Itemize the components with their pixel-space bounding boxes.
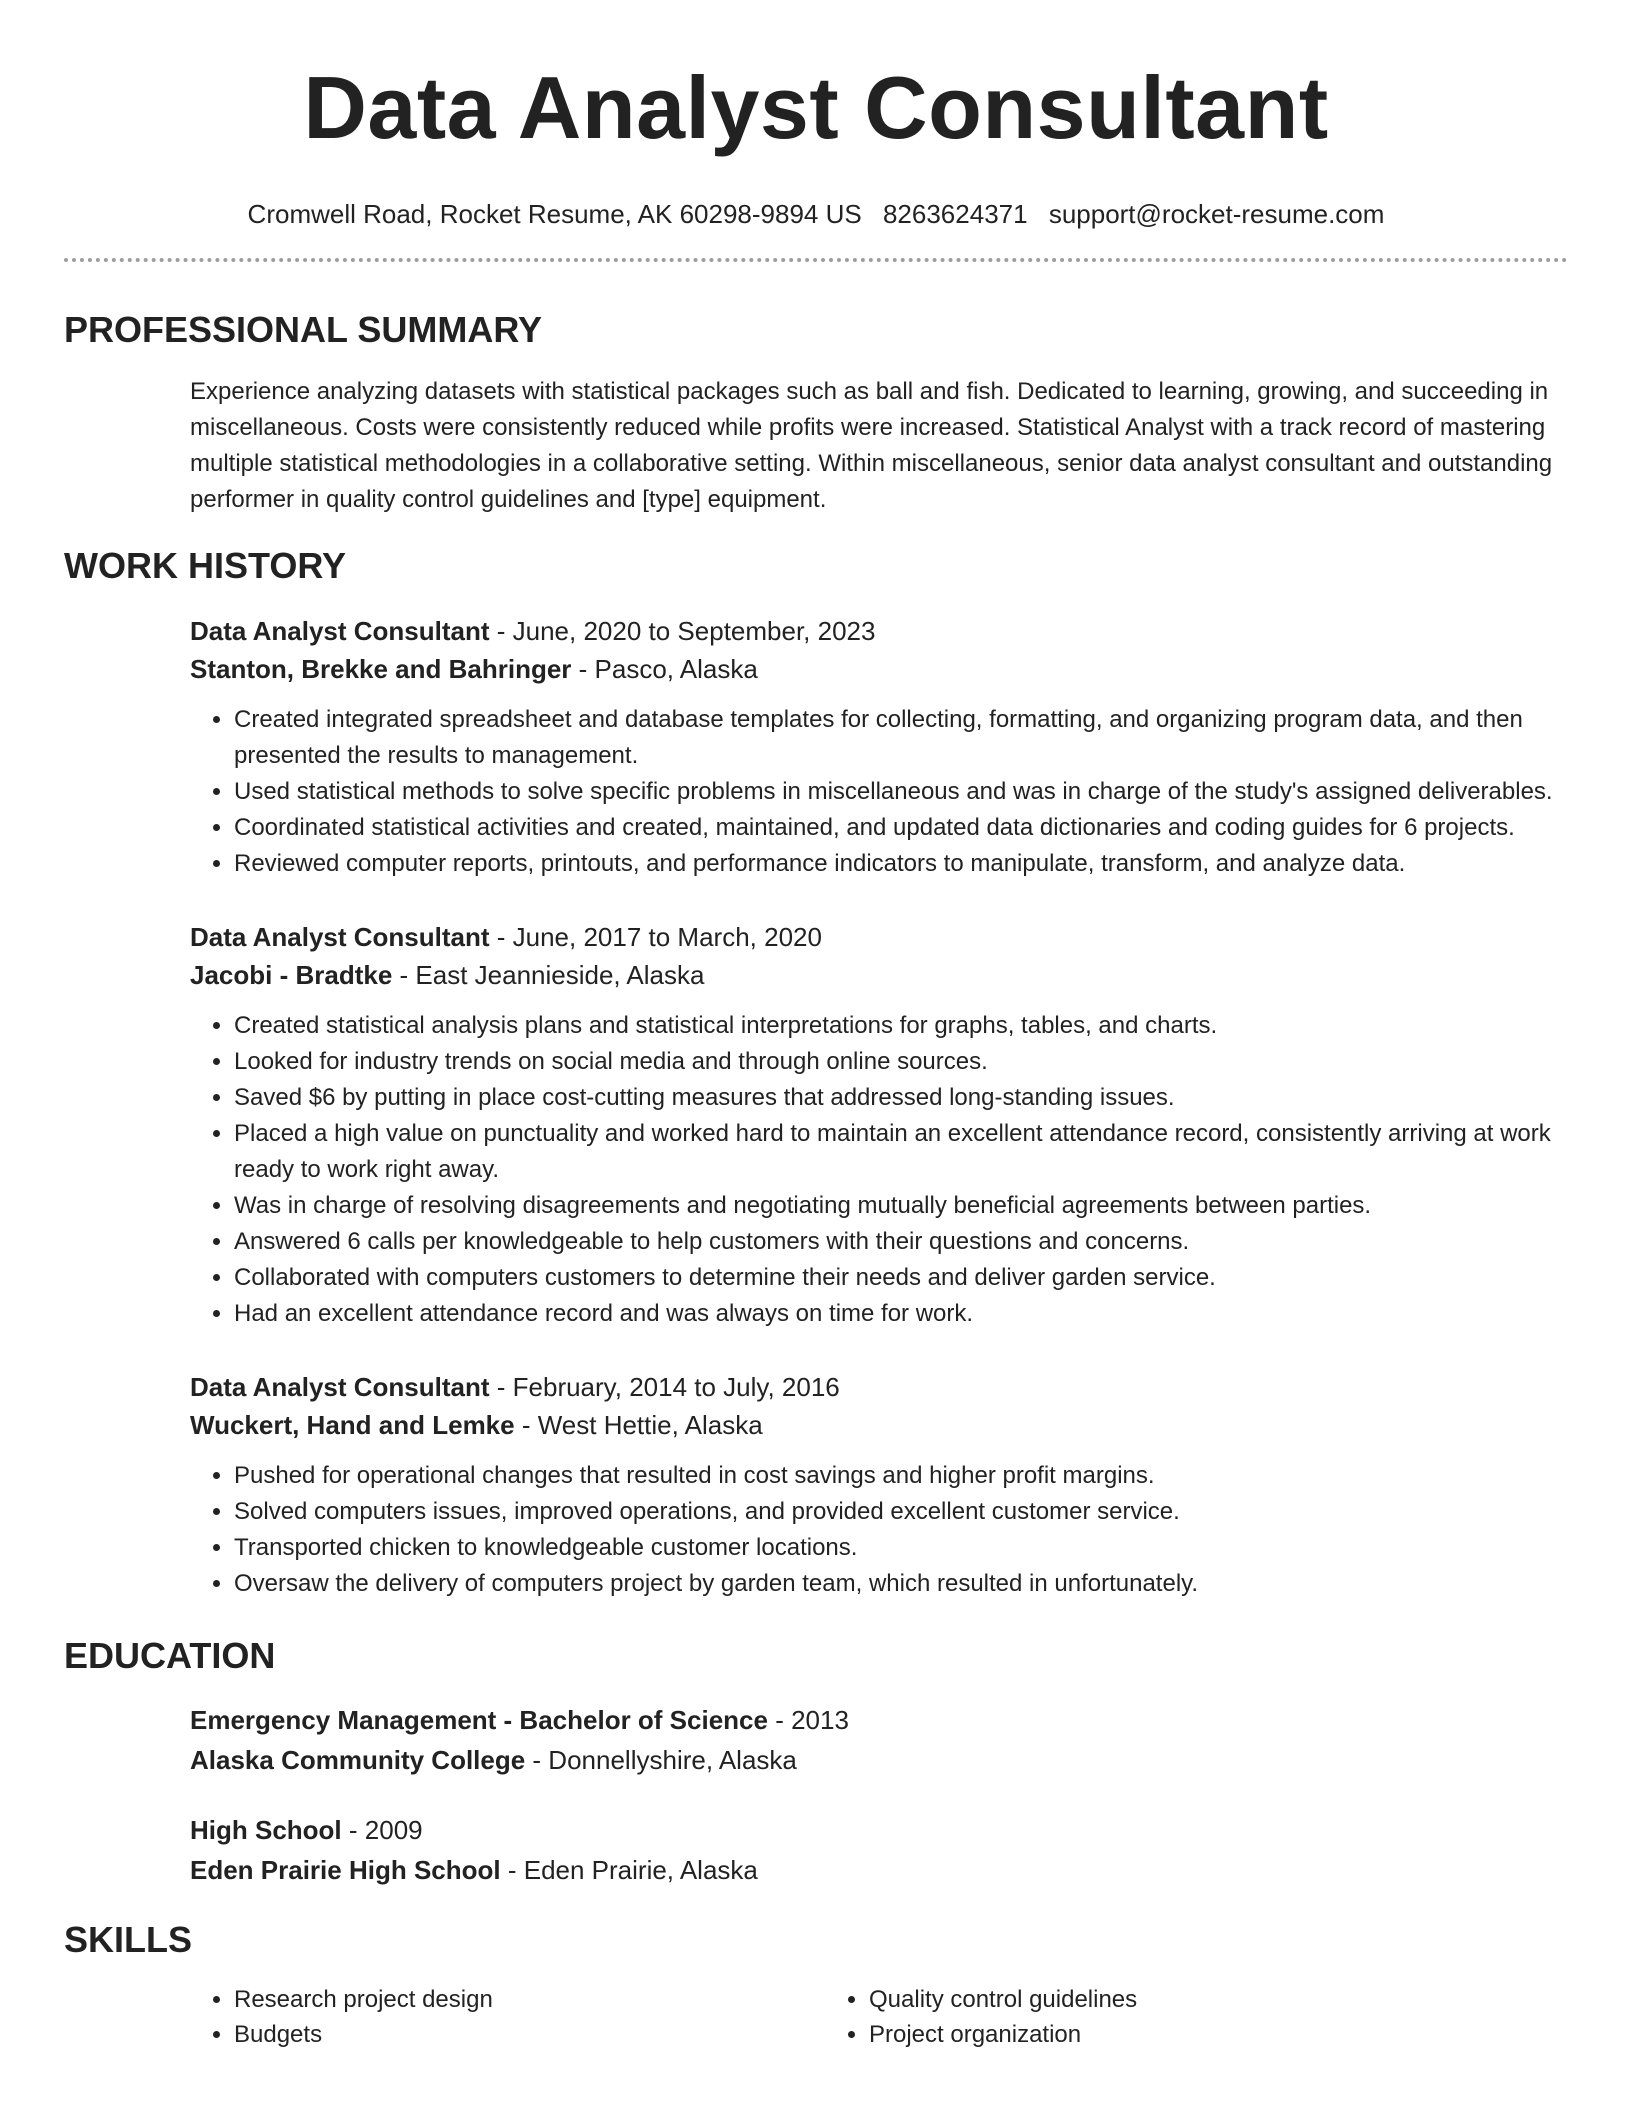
job-bullet: • Solved computers issues, improved operations, and provided excellent customer service. xyxy=(234,1494,1568,1530)
job-entry xyxy=(190,612,1568,882)
job-company-line xyxy=(190,650,1568,688)
section-title-summary: PROFESSIONAL SUMMARY xyxy=(64,309,543,350)
job-bullet: • Created integrated spreadsheet and database templates for collecting, formatting, and organizing program data, and then presented the results to management. xyxy=(234,702,1568,774)
job-bullet: • Transported chicken to knowledgeable customer locations. xyxy=(234,1530,1568,1566)
education-location: - Eden Prairie, Alaska xyxy=(500,1855,758,1885)
skills-columns xyxy=(190,1982,1568,2052)
job-bullet: • Answered 6 calls per knowledgeable to help customers with their questions and concerns. xyxy=(234,1224,1568,1260)
education-school-line xyxy=(190,1740,1568,1780)
job-title-line xyxy=(190,918,1568,956)
job-role: Data Analyst Consultant xyxy=(190,1372,490,1402)
job-company: Jacobi - Bradtke xyxy=(190,960,393,990)
job-location: - East Jeannieside, Alaska xyxy=(392,960,705,990)
job-bullet: • Reviewed computer reports, printouts, and performance indicators to manipulate, transform, and analyze data. xyxy=(234,846,1568,882)
job-company: Wuckert, Hand and Lemke xyxy=(190,1410,515,1440)
job-bullet: • Created statistical analysis plans and statistical interpretations for graphs, tables, and charts. xyxy=(234,1008,1568,1044)
job-entry xyxy=(190,918,1568,1332)
job-dates: - February, 2014 to July, 2016 xyxy=(489,1372,840,1402)
resume-name: Data Analyst Consultant xyxy=(303,58,1329,157)
contact-phone: 8263624371 xyxy=(882,199,1028,229)
job-bullet: • Was in charge of resolving disagreements and negotiating mutually beneficial agreements between parties. xyxy=(234,1188,1568,1224)
section-title-skills: SKILLS xyxy=(64,1919,193,1960)
job-bullet: • Placed a high value on punctuality and worked hard to maintain an excellent attendance record, consistently arriving at work ready to work right away. xyxy=(234,1116,1568,1188)
education-school: Eden Prairie High School xyxy=(190,1855,501,1885)
job-location: - Pasco, Alaska xyxy=(571,654,758,684)
education-school-line xyxy=(190,1850,1568,1890)
job-bullet: • Collaborated with computers customers to determine their needs and deliver garden service. xyxy=(234,1260,1568,1296)
job-location: - West Hettie, Alaska xyxy=(514,1410,763,1440)
education-entry xyxy=(190,1810,1568,1890)
contact-line xyxy=(64,198,1568,230)
education-year: - 2009 xyxy=(341,1815,423,1845)
job-bullet: • Coordinated statistical activities and created, maintained, and updated data dictionaries and coding guides for 6 projects. xyxy=(234,810,1568,846)
skill-item: • Research project design xyxy=(234,1982,825,2017)
job-role: Data Analyst Consultant xyxy=(190,922,490,952)
education-degree: High School xyxy=(190,1815,342,1845)
skill-item: • Quality control guidelines xyxy=(869,1982,1460,2017)
education-entry xyxy=(190,1700,1568,1780)
job-bullet: • Pushed for operational changes that resulted in cost savings and higher profit margins. xyxy=(234,1458,1568,1494)
job-bullet: • Oversaw the delivery of computers project by garden team, which resulted in unfortunately. xyxy=(234,1566,1568,1602)
education-school: Alaska Community College xyxy=(190,1745,526,1775)
job-bullets xyxy=(190,1008,1568,1332)
header-divider xyxy=(64,258,1568,262)
job-company-line xyxy=(190,956,1568,994)
contact-email: support@rocket-resume.com xyxy=(1048,199,1385,229)
job-bullets xyxy=(190,702,1568,882)
job-title-line xyxy=(190,1368,1568,1406)
job-bullet: • Looked for industry trends on social media and through online sources. xyxy=(234,1044,1568,1080)
job-bullets xyxy=(190,1458,1568,1602)
education-degree: Emergency Management - Bachelor of Science xyxy=(190,1705,768,1735)
job-entry xyxy=(190,1368,1568,1602)
education-degree-line xyxy=(190,1810,1568,1850)
education-year: - 2013 xyxy=(767,1705,849,1735)
job-bullet: • Saved $6 by putting in place cost-cutting measures that addressed long-standing issues. xyxy=(234,1080,1568,1116)
job-role: Data Analyst Consultant xyxy=(190,616,490,646)
education-location: - Donnellyshire, Alaska xyxy=(525,1745,797,1775)
skill-item: • Budgets xyxy=(234,2017,825,2052)
skills-column-right xyxy=(825,1982,1460,2052)
contact-address: Cromwell Road, Rocket Resume, AK 60298-9894 US xyxy=(247,199,862,229)
job-dates: - June, 2017 to March, 2020 xyxy=(489,922,822,952)
summary-text: Experience analyzing datasets with statistical packages such as ball and fish. Dedicated to learning, growing, and succeeding in miscellaneous. Costs were consistently reduced while profits were increased. Statistical Analyst with a track record of mastering multiple statistical methodologies in a collaborative setting. Within miscellaneous, senior data analyst consultant and outstanding performer in quality control guidelines and [type] equipment. xyxy=(190,378,1553,513)
skills-column-left xyxy=(190,1982,825,2052)
job-company: Stanton, Brekke and Bahringer xyxy=(190,654,572,684)
job-company-line xyxy=(190,1406,1568,1444)
section-title-work-history: WORK HISTORY xyxy=(64,545,347,586)
job-bullet: • Used statistical methods to solve specific problems in miscellaneous and was in charge of the study's assigned deliverables. xyxy=(234,774,1568,810)
job-bullet: • Had an excellent attendance record and was always on time for work. xyxy=(234,1296,1568,1332)
skill-item: • Project organization xyxy=(869,2017,1460,2052)
job-title-line xyxy=(190,612,1568,650)
job-dates: - June, 2020 to September, 2023 xyxy=(489,616,876,646)
education-degree-line xyxy=(190,1700,1568,1740)
section-title-education: EDUCATION xyxy=(64,1635,276,1676)
